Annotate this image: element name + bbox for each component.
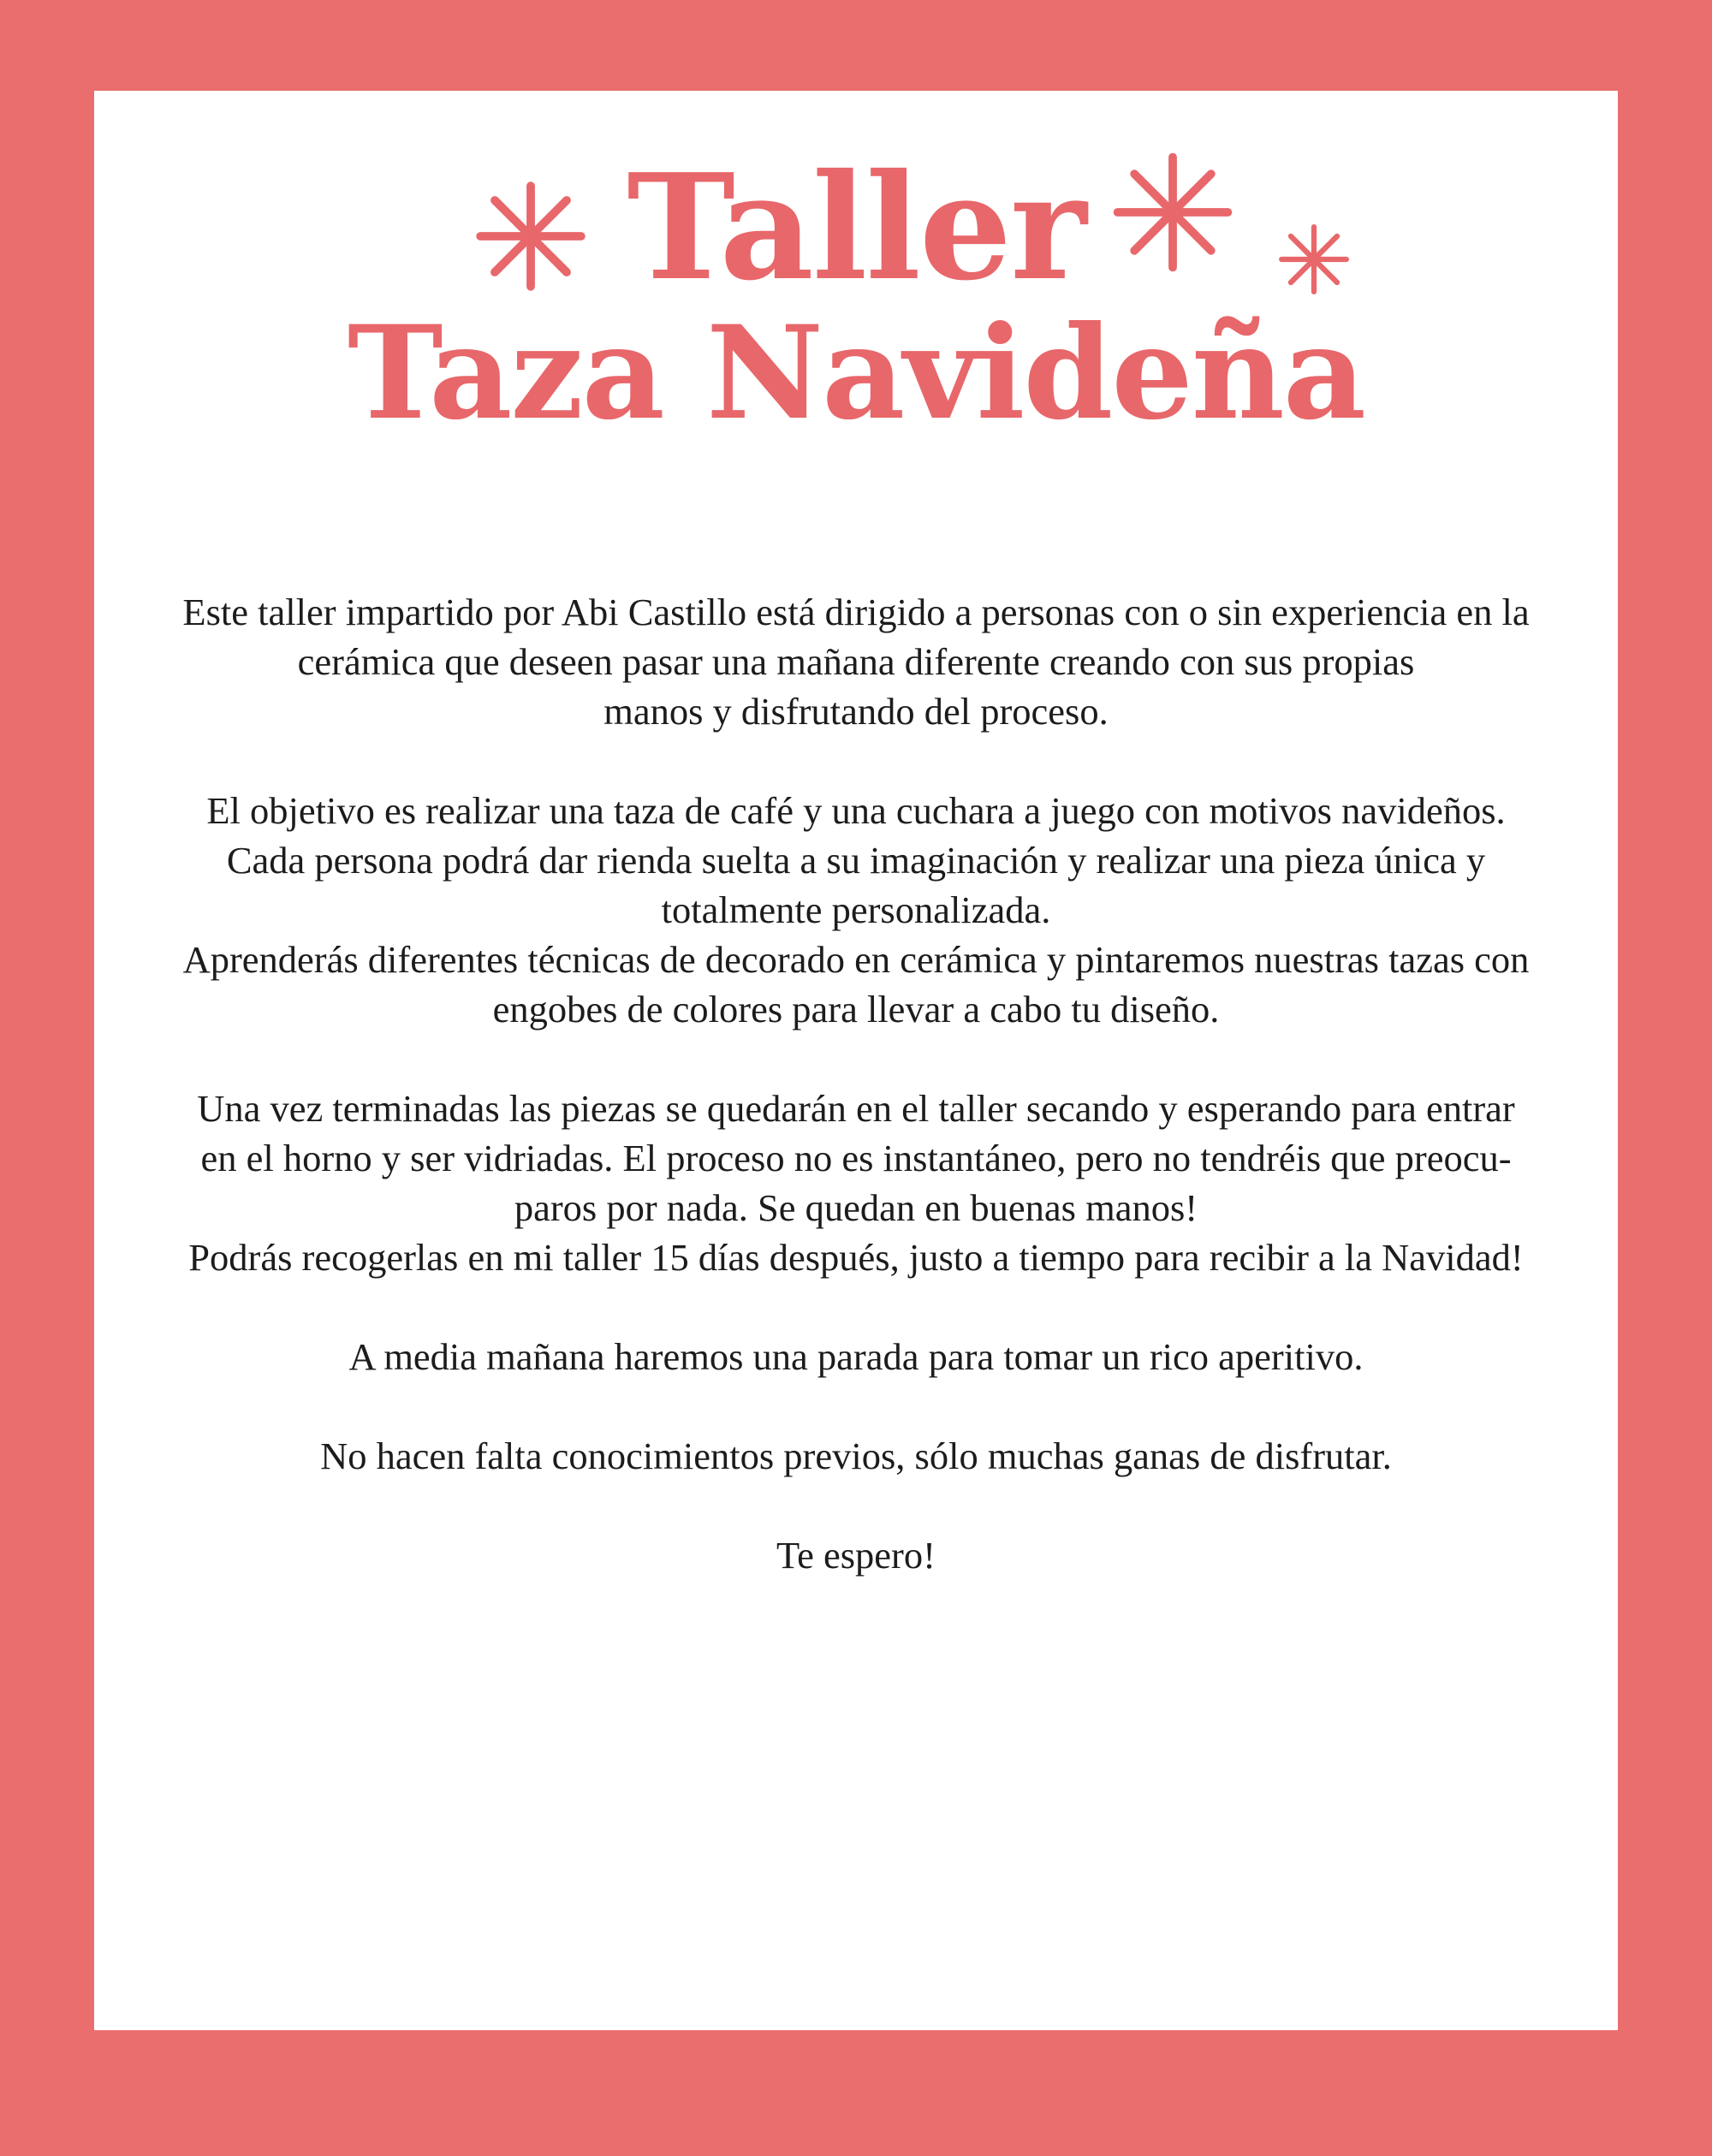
paragraph-process [120, 1084, 1592, 1282]
paragraph-objective [120, 786, 1592, 1034]
text-line: en el horno y ser vidriadas. El proceso no es instantáneo, pero no tendréis que preocu- [200, 1137, 1512, 1179]
paragraph-intro [120, 587, 1592, 736]
text-line: paros por nada. Se quedan en buenas manos! [514, 1186, 1198, 1229]
text-line: Aprenderás diferentes técnicas de decorado en cerámica y pintaremos nuestras tazas con [182, 938, 1530, 981]
text-line: engobes de colores para llevar a cabo tu diseño. [492, 988, 1220, 1030]
title-taza-navidena: Taza Navideña [347, 298, 1365, 448]
text-line: manos y disfrutando del proceso. [603, 690, 1109, 733]
text-line: No hacen falta conocimientos previos, sólo muchas ganas de disfrutar. [320, 1434, 1392, 1477]
paragraph-closing [120, 1530, 1592, 1580]
text-line: Cada persona podrá dar rienda suelta a su imaginación y realizar una pieza única y [226, 839, 1486, 882]
text-line: El objetivo es realizar una taza de café y una cuchara a juego con motivos navideños. [206, 789, 1506, 832]
text-line: Una vez terminadas las piezas se quedarán en el taller secando y esperando para entrar [197, 1087, 1515, 1130]
flyer-body [120, 587, 1592, 1630]
paragraph-requirements [120, 1431, 1592, 1481]
text-line: Este taller impartido por Abi Castillo está dirigido a personas con o sin experiencia en la [182, 591, 1530, 633]
title-taller: Taller [627, 142, 1085, 313]
text-line: Podrás recogerlas en mi taller 15 días después, justo a tiempo para recibir a la Navidad! [188, 1236, 1524, 1279]
paragraph-aperitivo [120, 1332, 1592, 1381]
text-line: totalmente personalizada. [661, 888, 1051, 931]
text-line: Te espero! [776, 1534, 936, 1577]
text-line: A media mañana haremos una parada para tomar un rico aperitivo. [348, 1335, 1364, 1378]
flyer-sheet [94, 91, 1618, 2030]
text-line: cerámica que deseen pasar una mañana diferente creando con sus propias [297, 640, 1415, 683]
